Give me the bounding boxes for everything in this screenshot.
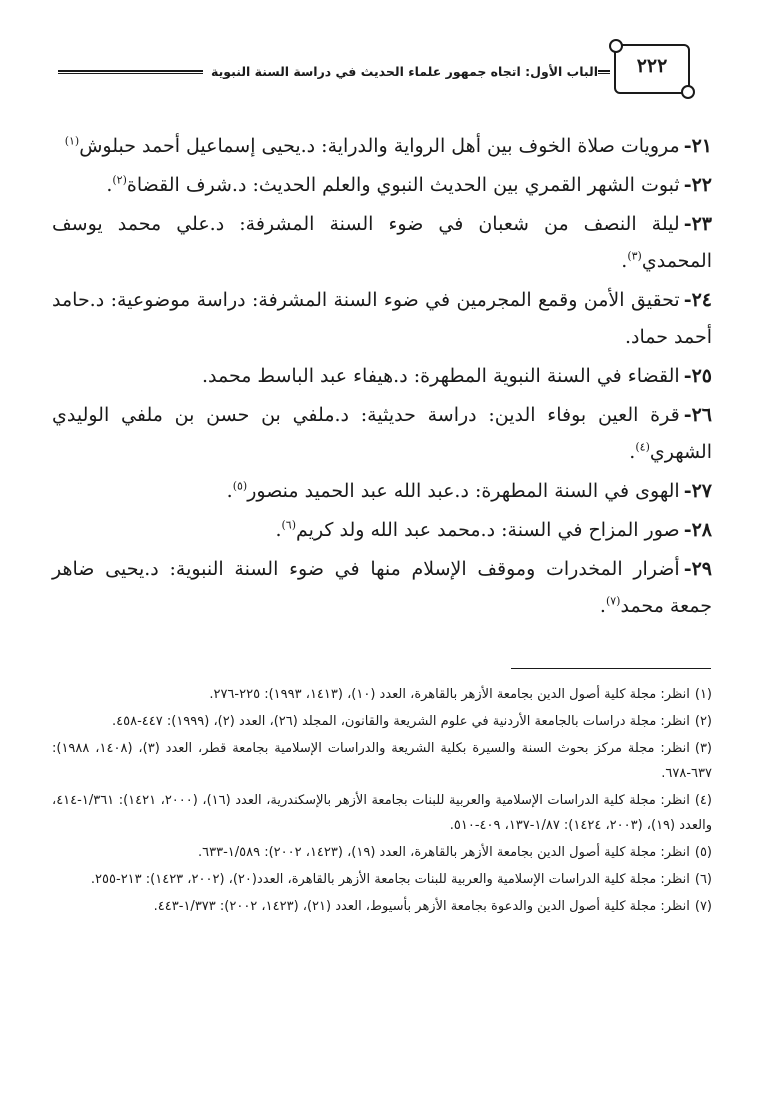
list-item: ٢٩-أضرار المخدرات وموقف الإسلام منها في ضوء السنة النبوية: د.يحيى ضاهر جمعة محمد$^{(٧)}$. [52, 558, 712, 617]
footnote-separator [511, 668, 711, 669]
footnote: (٧)انظر: مجلة كلية أصول الدين والدعوة بجامعة الأزهر بأسيوط، العدد (٢١)، (١٤٢٣، ٢٠٠٢): ١/٣٧٣-٤٤٣. [153, 899, 712, 914]
footnote-ref[interactable]: (٢) [112, 173, 127, 187]
footnote-ref[interactable]: (٦) [281, 518, 297, 532]
footnote-ref[interactable]: (٤) [635, 440, 650, 454]
footnote: (٦)انظر: مجلة كلية الدراسات الإسلامية والعربية للبنات بجامعة الأزهر بالقاهرة، العدد(٢٠)، (٢٠٠٢، ١٤٢٣): ٢١٣-٢٥٥. [90, 872, 712, 887]
footnote: (١)انظر: مجلة كلية أصول الدين بجامعة الأزهر بالقاهرة، العدد (١٠)، (١٤١٣، ١٩٩٣): ٢٢٥-٢٧٦. [209, 687, 712, 702]
footnote: (٤)انظر: مجلة كلية الدراسات الإسلامية والعربية للبنات بجامعة الأزهر بالإسكندرية، العدد (١٦)، (٢٠٠٠، ١٤٢١): ١/٣٦١-٤١٤، والعدد (١٩)، (٢٠٠٣، ١٤٢٤): ١/٨٧-١٣٧، ٤٠٩-٥١٠. [52, 793, 712, 833]
page-number-frame [614, 44, 690, 94]
footnote-ref[interactable]: (٥) [232, 479, 248, 493]
footnote-ref[interactable]: (٧) [605, 594, 621, 608]
list-item: ٢٨-صور المزاح في السنة: د.محمد عبد الله ولد كريم$^{(٦)}$. [275, 518, 712, 541]
list-item: ٢١-مرويات صلاة الخوف بين أهل الرواية والدراية: د.يحيى إسماعيل أحمد حبلوش$^{(١)}$ [64, 134, 712, 157]
list-item: ٢٣-ليلة النصف من شعبان في ضوء السنة المشرفة: د.علي محمد يوسف المحمدي$^{(٣)}$. [52, 213, 712, 272]
footnotes [52, 682, 712, 921]
running-title: الباب الأول: اتجاه جمهور علماء الحديث في دراسة السنة النبوية [203, 64, 598, 79]
list-item: ٢٦-قرة العين بوفاء الدين: دراسة حديثية: د.ملفي بن حسن بن ملفي الوليدي الشهري$^{(٤)}$. [52, 404, 712, 463]
footnote: (٢)انظر: مجلة دراسات بالجامعة الأردنية في علوم الشريعة والقانون، المجلد (٢٦)، العدد (٢)، (١٩٩٩): ٤٤٧-٤٥٨. [111, 714, 712, 729]
footnote-ref[interactable]: (١) [64, 134, 80, 148]
footnote-ref[interactable]: (٣) [627, 249, 642, 263]
footnote: (٥)انظر: مجلة كلية أصول الدين بجامعة الأزهر بالقاهرة، العدد (١٩)، (١٤٢٣، ٢٠٠٢): ١/٥٨٩-٦٣٣. [197, 845, 712, 860]
list-item: ٢٧-الهوى في السنة المطهرة: د.عبد الله عبد الحميد منصور$^{(٥)}$. [226, 479, 712, 502]
page-header [58, 44, 690, 94]
footnote: (٣)انظر: مجلة مركز بحوث السنة والسيرة بكلية الشريعة والدراسات الإسلامية بجامعة قطر، العدد (٣)، (١٤٠٨، ١٩٨٨): ٦٣٧-٦٧٨. [52, 741, 712, 781]
page-number: ٢٢٢ [636, 55, 668, 77]
list-item: ٢٤-تحقيق الأمن وقمع المجرمين في ضوء السنة المشرفة: دراسة موضوعية: د.حامد أحمد حماد. [52, 289, 712, 348]
list-item: ٢٥-القضاء في السنة النبوية المطهرة: د.هيفاء عبد الباسط محمد. [201, 365, 712, 387]
list-item: ٢٢-ثبوت الشهر القمري بين الحديث النبوي والعلم الحديث: د.شرف القضاة$^{(٢)}$. [106, 173, 712, 196]
research-list [52, 128, 712, 627]
